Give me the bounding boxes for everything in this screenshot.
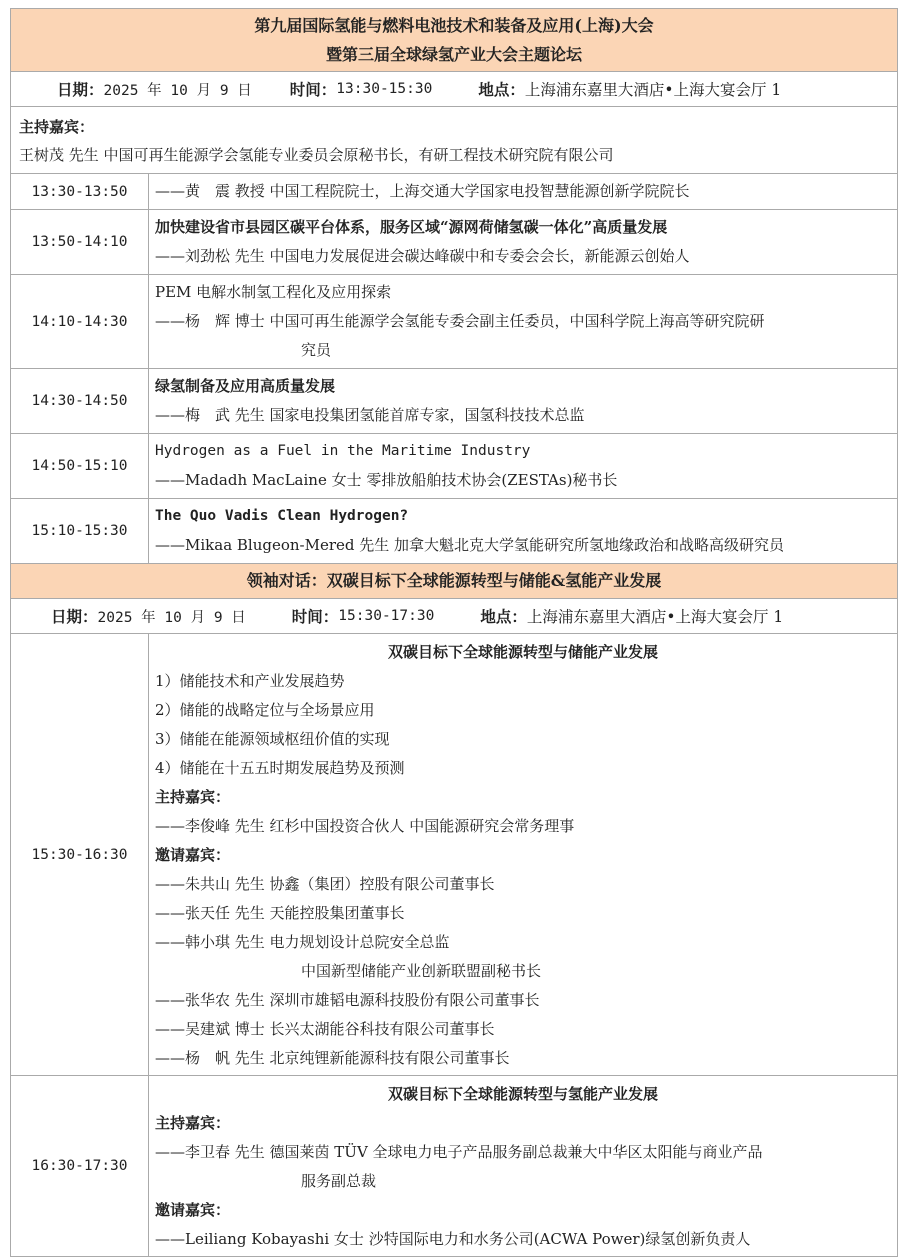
session-row: [11, 210, 898, 275]
dialogue-info-row: [11, 599, 898, 634]
session-title: PEM 电解水制氢工程化及应用探索: [155, 283, 392, 301]
session-title: Hydrogen as a Fuel in the Maritime Industry: [155, 443, 531, 459]
panel-row: [11, 1076, 898, 1257]
agenda-table: [10, 8, 898, 1257]
panel-guest-extra: 中国新型储能产业创新联盟副秘书长: [301, 962, 542, 980]
session-speaker: ——黄 震 教授 中国工程院院士，上海交通大学国家电投智慧能源创新学院院长: [155, 182, 690, 200]
session-title: 加快建设省市县园区碳平台体系，服务区域“源网荷储氢碳一体化”高质量发展: [155, 218, 668, 236]
venue-label: 地点：: [480, 607, 527, 626]
session-speaker: ——刘劲松 先生 中国电力发展促进会碳达峰碳中和专委会会长，新能源云创始人: [155, 247, 690, 265]
forum-host-row: [11, 107, 898, 174]
panel-guest: ——朱共山 先生 协鑫（集团）控股有限公司董事长: [155, 875, 495, 893]
panel-time: 16:30-17:30: [11, 1076, 149, 1257]
panel-host-label: 主持嘉宾：: [155, 788, 231, 806]
session-time: 14:50-15:10: [11, 434, 149, 499]
panel-guest: ——Leiliang Kobayashi 女士 沙特国际电力和水务公司(ACWA Power)绿氢创新负责人: [155, 1230, 751, 1248]
panel-title: 双碳目标下全球能源转型与储能产业发展: [387, 643, 658, 661]
host-value: 王树茂 先生 中国可再生能源学会氢能专业委员会原秘书长，有研工程技术研究院有限公司: [19, 146, 614, 164]
date-value: 2025 年 10 月 9 日: [103, 82, 252, 99]
panel-host-continued: 服务副总裁: [301, 1172, 377, 1190]
session-speaker: ——梅 武 先生 国家电投集团氢能首席专家，国氢科技技术总监: [155, 406, 585, 424]
time-value: 13:30-15:30: [336, 81, 433, 97]
date-value: 2025 年 10 月 9 日: [97, 609, 246, 626]
forum-info-row: [11, 72, 898, 107]
session-title: 绿氢制备及应用高质量发展: [155, 377, 336, 395]
panel-host: ——李俊峰 先生 红杉中国投资合伙人 中国能源研究会常务理事: [155, 817, 575, 835]
dialogue-info: [11, 599, 897, 633]
time-label: 时间：: [291, 607, 339, 626]
session-speaker-continued: 究员: [301, 341, 332, 359]
session-row: [11, 499, 898, 564]
session-row: [11, 174, 898, 210]
session-speaker: ——Mikaa Blugeon-Mered 先生 加拿大魁北克大学氢能研究所氢地缘政治和战略高级研究员: [155, 536, 785, 554]
host-label: 主持嘉宾：: [19, 118, 95, 136]
panel-guest: ——张天任 先生 天能控股集团董事长: [155, 904, 405, 922]
panel-topic: 2）储能的战略定位与全场景应用: [155, 701, 375, 719]
session-time: 14:10-14:30: [11, 275, 149, 369]
panel-title: 双碳目标下全球能源转型与氢能产业发展: [387, 1085, 658, 1103]
panel-topic: 3）储能在能源领域枢纽价值的实现: [155, 730, 390, 748]
venue-value: 上海浦东嘉里大酒店•上海大宴会厅 1: [526, 608, 784, 626]
panel-guest: ——吴建斌 博士 长兴太湖能谷科技有限公司董事长: [155, 1020, 495, 1038]
venue-label: 地点：: [478, 80, 525, 99]
forum-header-row: [11, 9, 898, 72]
panel-host: ——李卫春 先生 德国莱茵 TÜV 全球电力电子产品服务副总裁兼大中华区太阳能与商业产品: [155, 1143, 763, 1161]
panel-guests-label: 邀请嘉宾：: [155, 846, 231, 864]
venue-value: 上海浦东嘉里大酒店•上海大宴会厅 1: [524, 81, 782, 99]
session-time: 14:30-14:50: [11, 369, 149, 434]
panel-topic: 1）储能技术和产业发展趋势: [155, 672, 345, 690]
session-row: [11, 434, 898, 499]
session-speaker: ——Madadh MacLaine 女士 零排放船舶技术协会(ZESTAs)秘书长: [155, 471, 618, 489]
panel-time: 15:30-16:30: [11, 634, 149, 1076]
forum-title: [11, 9, 898, 72]
forum-title-line1: 第九届国际氢能与燃料电池技术和装备及应用(上海)大会: [254, 16, 654, 35]
time-label: 时间：: [289, 80, 337, 99]
session-speaker: ——杨 辉 博士 中国可再生能源学会氢能专委会副主任委员，中国科学院上海高等研究院研: [155, 312, 765, 330]
panel-topic: 4）储能在十五五时期发展趋势及预测: [155, 759, 405, 777]
date-label: 日期：: [51, 607, 98, 626]
panel-guests-label: 邀请嘉宾：: [155, 1201, 231, 1219]
panel-row: [11, 634, 898, 1076]
date-label: 日期：: [57, 80, 104, 99]
time-value: 15:30-17:30: [338, 608, 435, 624]
dialogue-title: 领袖对话：双碳目标下全球能源转型与储能&氢能产业发展: [11, 564, 898, 599]
session-time: 13:30-13:50: [11, 174, 149, 210]
session-row: [11, 369, 898, 434]
session-time: 15:10-15:30: [11, 499, 149, 564]
panel-guest: ——韩小琪 先生 电力规划设计总院安全总监: [155, 933, 450, 951]
session-row: [11, 275, 898, 369]
forum-info: [11, 72, 897, 106]
panel-guest: ——张华农 先生 深圳市雄韬电源科技股份有限公司董事长: [155, 991, 540, 1009]
panel-host-label: 主持嘉宾：: [155, 1114, 231, 1132]
forum-title-line2: 暨第三届全球绿氢产业大会主题论坛: [325, 45, 582, 64]
session-title: The Quo Vadis Clean Hydrogen?: [155, 508, 409, 524]
dialogue-header-row: [11, 564, 898, 599]
session-time: 13:50-14:10: [11, 210, 149, 275]
panel-guest: ——杨 帆 先生 北京纯锂新能源科技有限公司董事长: [155, 1049, 510, 1067]
